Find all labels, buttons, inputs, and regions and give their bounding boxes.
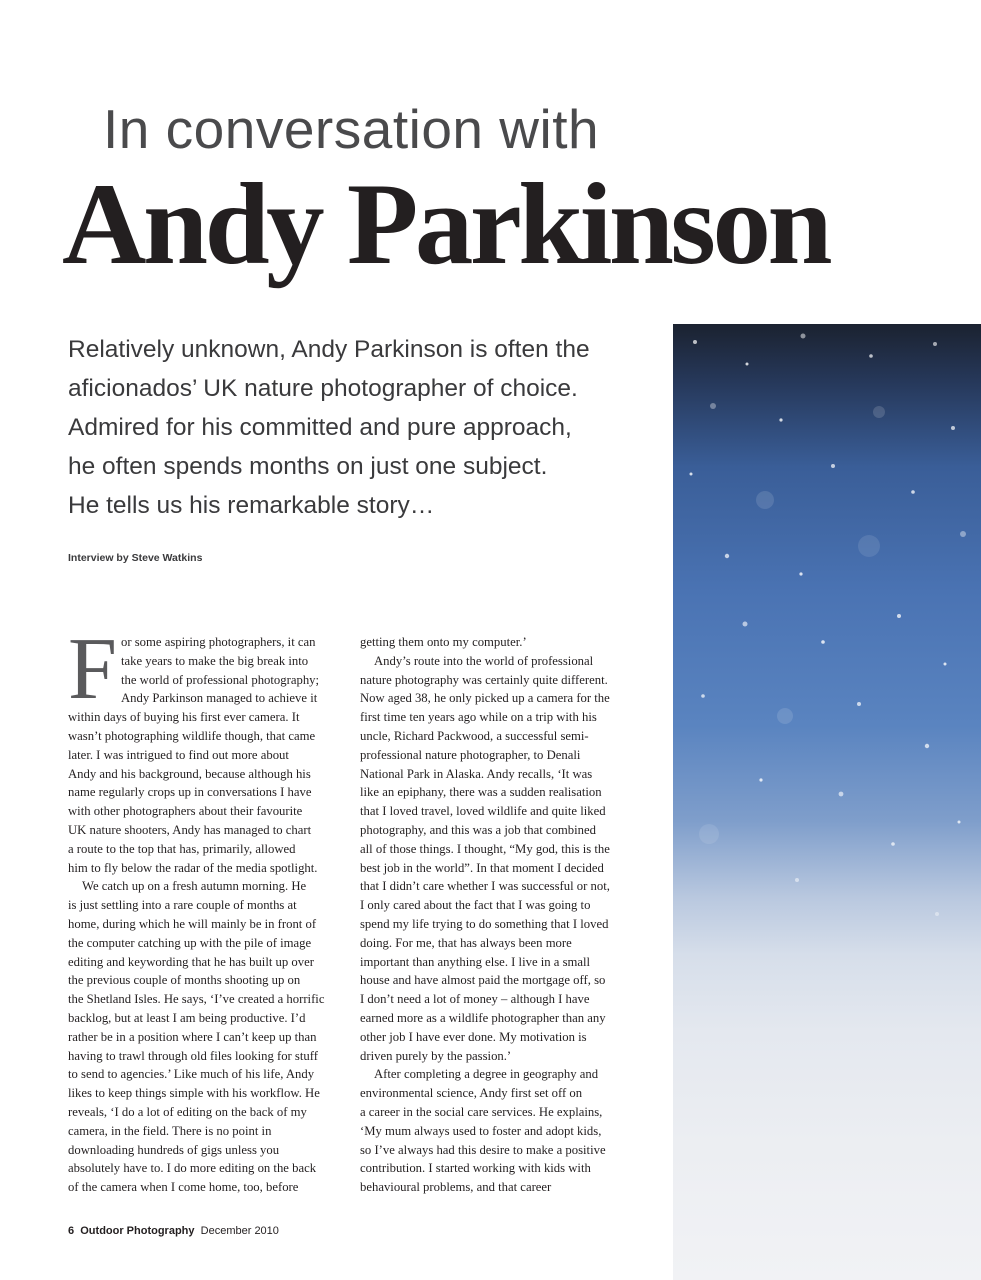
kicker-title: In conversation with [103,98,600,160]
standfirst-line: Relatively unknown, Andy Parkinson is often the [68,336,590,363]
body-line: a route to the top that has, primarily, allowed [68,841,296,856]
body-line: Andy Parkinson managed to achieve it [121,691,318,706]
body-line: other job I have ever done. My motivation is [360,1029,587,1044]
body-line: We catch up on a fresh autumn morning. He [82,879,307,894]
body-line: the Shetland Isles. He says, ‘I’ve created a horrific [68,992,325,1007]
body-line: with other photographers about their favourite [68,804,303,819]
body-line: rather be in a position where I can’t keep up than [68,1029,317,1044]
snowflake-bokeh [673,324,981,1280]
body-line: I don’t need a lot of money – although I have [360,992,590,1007]
standfirst-line: aficionados’ UK nature photographer of choice. [68,375,578,402]
body-line: contribution. I started working with kids with [360,1161,591,1176]
body-line: the world of professional photography; [121,672,320,687]
body-line: the previous couple of months shooting up on [68,973,301,988]
body-line: editing and keywording that he has built up over [68,954,314,969]
body-line: the computer catching up with the pile of image [68,935,312,950]
standfirst [68,330,658,525]
body-line: After completing a degree in geography and [374,1067,599,1082]
body-line: camera, in the field. There is no point in [68,1123,272,1138]
body-line: Andy’s route into the world of professional [374,653,594,668]
body-line: is just settling into a rare couple of months at [68,898,297,913]
body-line: ‘My mum always used to foster and adopt kids, [360,1123,602,1138]
body-line: house and have almost paid the mortgage off, so [360,973,606,988]
body-line: important than anything else. I live in a small [360,954,591,969]
body-line: environmental science, Andy first set off on [360,1086,583,1101]
standfirst-line: He tells us his remarkable story… [68,492,435,519]
body-line: or some aspiring photographers, it can [121,635,316,649]
body-line: to send to agencies.’ Like much of his life, Andy [68,1067,315,1082]
body-line: driven purely by the passion.’ [360,1048,512,1063]
body-line: National Park in Alaska. Andy recalls, ‘It was [360,766,593,781]
body-line: name regularly crops up in conversations I have [68,785,312,800]
standfirst-line: Admired for his committed and pure approach, [68,414,572,441]
body-line: having to trawl through old files looking for stuff [68,1048,318,1063]
body-line: getting them onto my computer.’ [360,635,527,649]
body-line: take years to make the big break into [121,653,309,668]
body-line: earned more as a wildlife photographer than any [360,1010,606,1025]
body-line: first time ten years ago while on a trip with his [360,710,597,725]
body-line: behavioural problems, and that career [360,1180,552,1195]
body-line: photography, and this was a job that combined [360,822,596,837]
page-footer [68,1225,279,1237]
body-line: within days of buying his first ever camera. It [68,710,300,725]
body-line: him to fly below the radar of the media spotlight. [68,860,318,875]
body-line: UK nature shooters, Andy has managed to chart [68,822,312,837]
byline: Interview by Steve Watkins [68,552,203,564]
body-line: like an epiphany, there was a sudden realisation [360,785,602,800]
body-line: that I didn’t care whether I was successful or not, [360,879,610,894]
body-line: reveals, ‘I do a lot of editing on the back of my [68,1104,307,1119]
body-line: that I loved travel, loved wildlife and quite liked [360,804,606,819]
headline: Andy Parkinson [62,160,830,289]
body-line: of the camera when I come home, too, before [68,1180,299,1195]
body-column-2 [360,633,635,1197]
body-line: home, during which he will mainly be in front of [68,916,317,931]
body-line: so I’ve always had this desire to make a positive [360,1142,606,1157]
body-line: wasn’t photographing wildlife though, that came [68,728,316,743]
body-line: a career in the social care services. He explains, [360,1104,603,1119]
body-line: nature photography was certainly quite different. [360,672,608,687]
body-line: best job in the world”. In that moment I decided [360,860,604,875]
body-line: I only cared about the fact that I was going to [360,898,591,913]
standfirst-line: he often spends months on just one subject. [68,453,548,480]
body-column-1 [68,633,343,1197]
snowfall-photo [673,324,981,1280]
page-number: 6 [68,1225,75,1237]
body-line: absolutely have to. I do more editing on the back [68,1161,317,1176]
drop-cap: F [68,621,117,718]
body-line: uncle, Richard Packwood, a successful semi- [360,728,589,743]
body-line: downloading hundreds of gigs unless you [68,1142,280,1157]
body-line: Andy and his background, because although his [68,766,311,781]
body-line: later. I was intrigued to find out more about [68,747,289,762]
body-line: likes to keep things simple with his workflow. He [68,1086,320,1101]
body-line: spend my life trying to do something that I loved [360,916,609,931]
body-line: doing. For me, that has always been more [360,935,572,950]
body-line: Now aged 38, he only picked up a camera for the [360,691,610,706]
magazine-name: Outdoor Photography [80,1225,195,1237]
body-line: professional nature photographer, to Denali [360,747,581,762]
issue-date: December 2010 [200,1225,279,1237]
body-line: backlog, but at least I am being productive. I’d [68,1010,306,1025]
body-line: all of those things. I thought, “My god, this is the [360,841,610,856]
